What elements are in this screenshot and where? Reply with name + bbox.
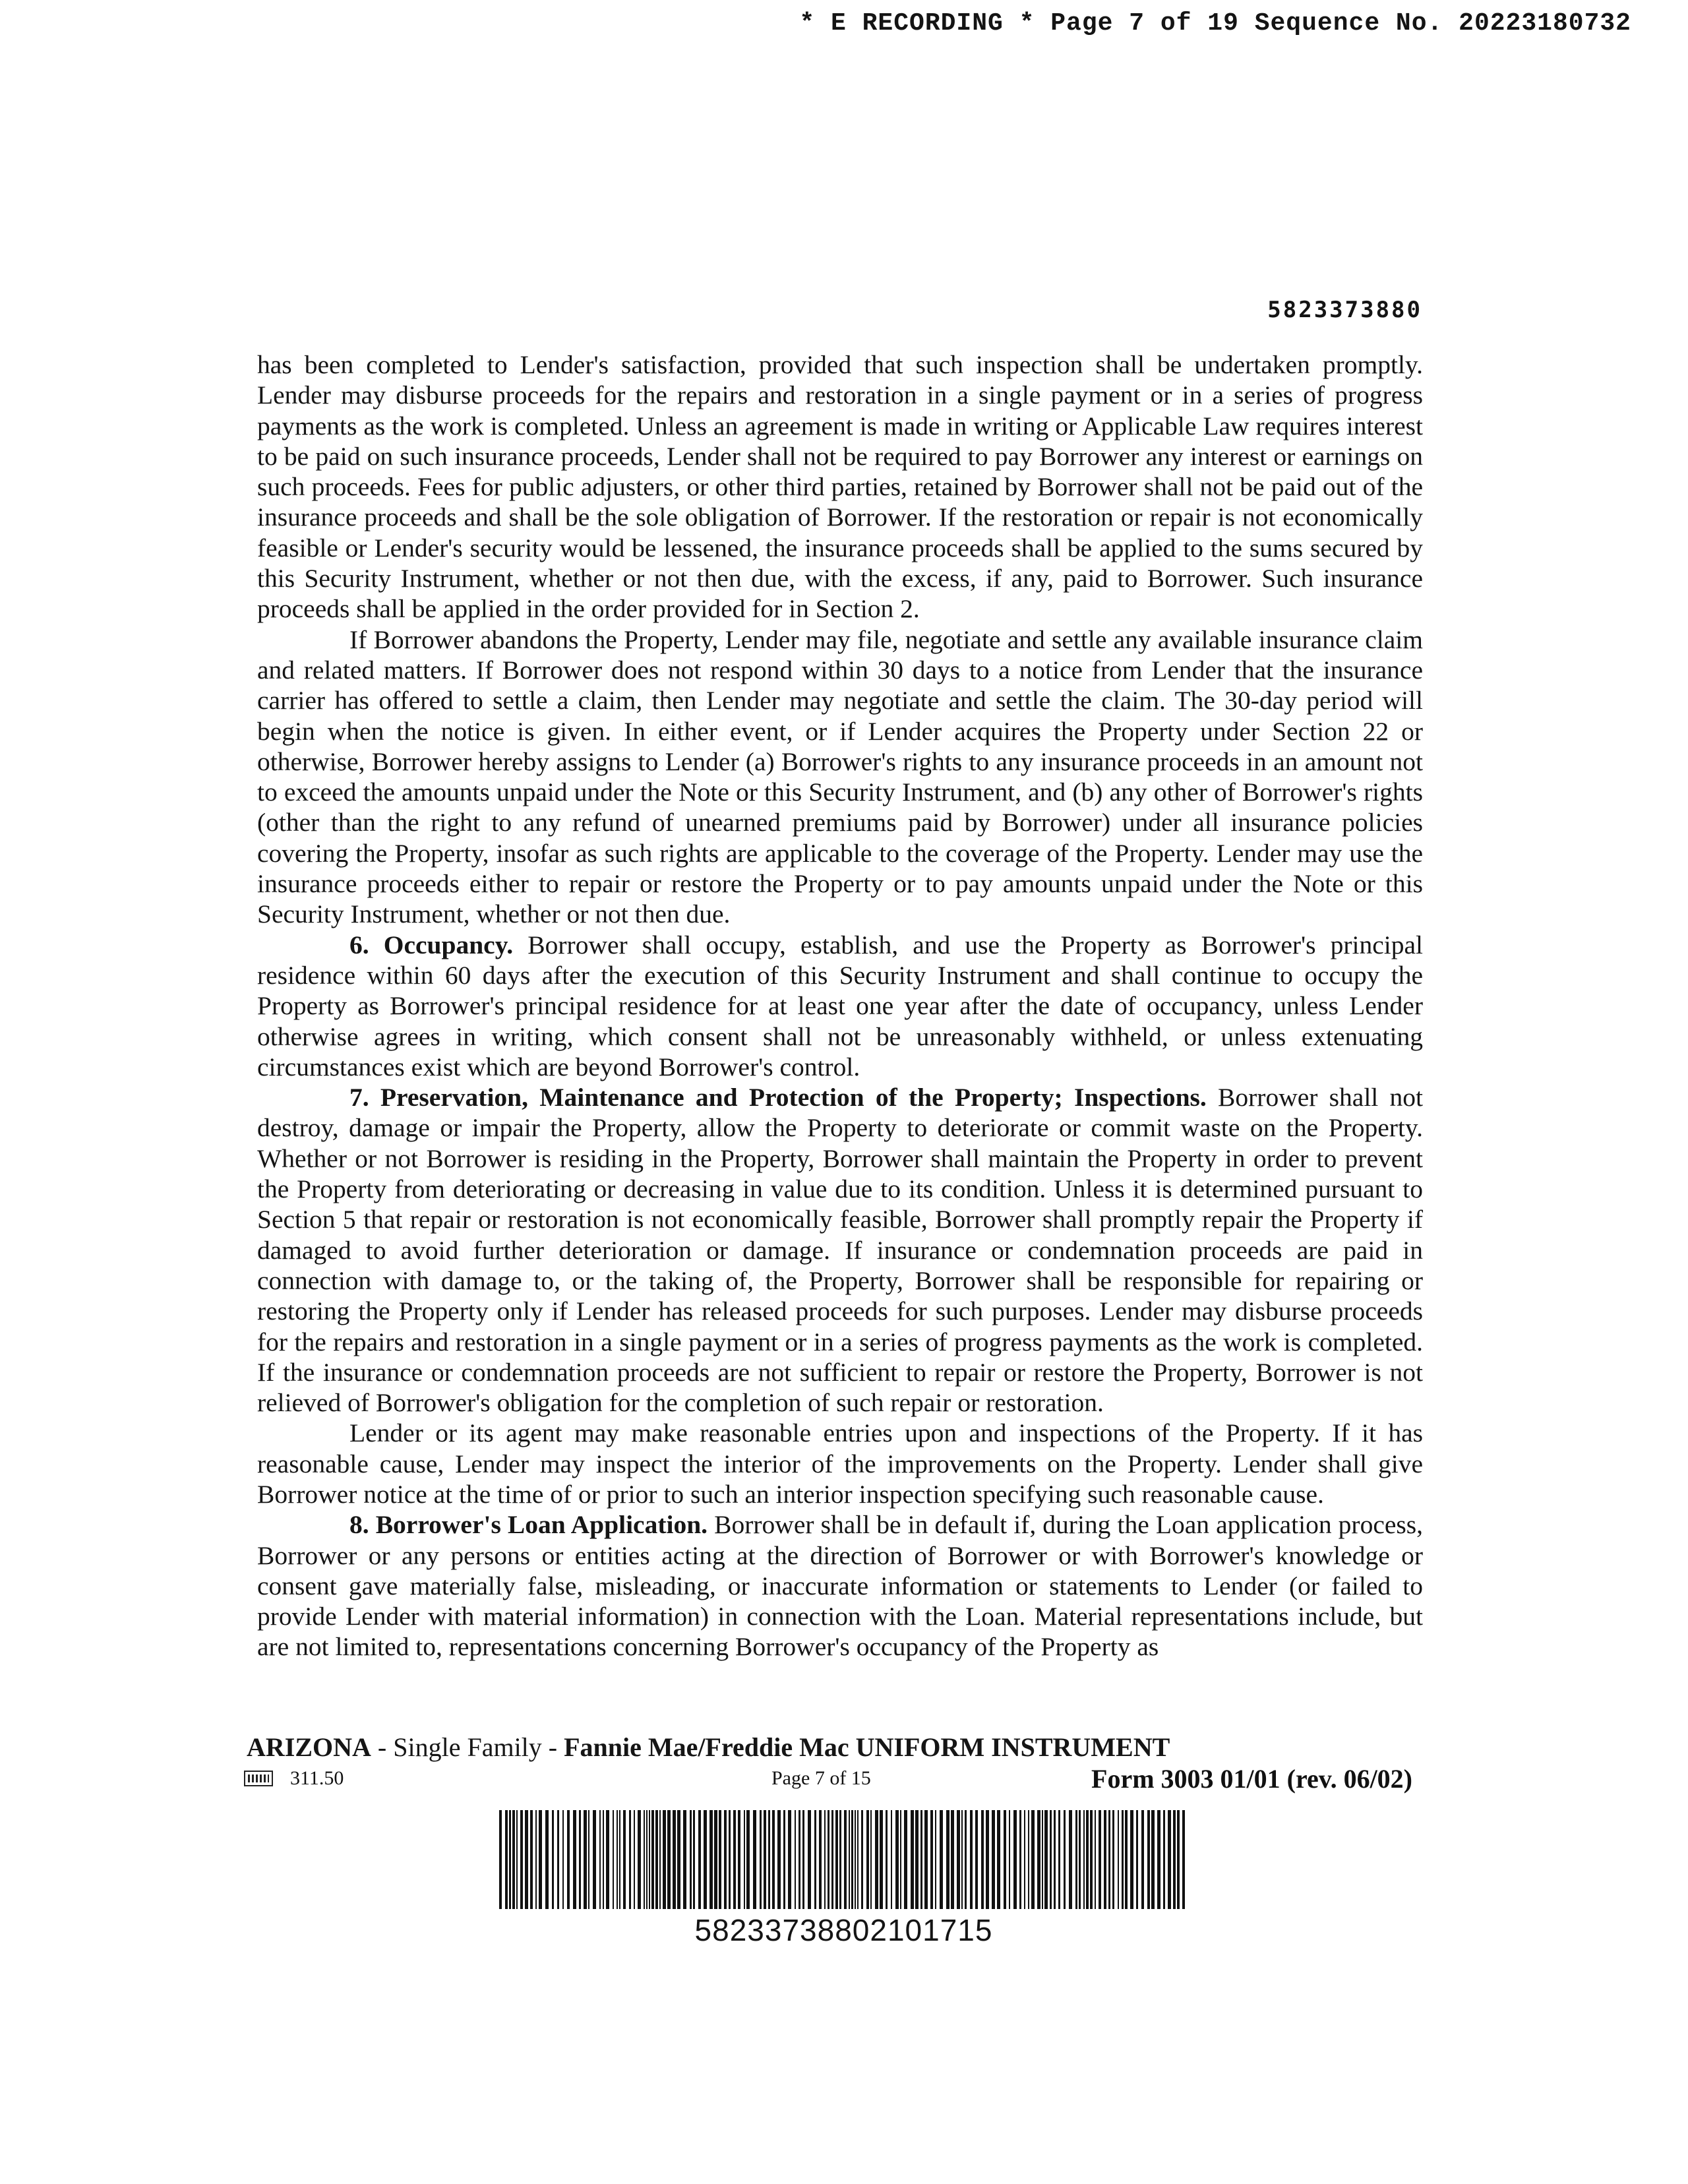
loan-number: 5823373880: [1267, 297, 1422, 323]
section-7-heading: 7. Preservation, Maintenance and Protection of the Property; Inspections.: [349, 1083, 1207, 1112]
section-6-text: Borrower shall occupy, establish, and use the Property as Borrower's principal residence within 60 days after the execution of this Security Instrument and shall continue to occupy the Property as Borrower's principal residence for at least one year after the date of occupancy, unless Lender otherwise agrees in writing, which consent shall not be unreasonably withheld, or unless extenuating circumstances exist which are beyond Borrower's control.: [257, 930, 1424, 1081]
barcode-image: [499, 1810, 1188, 1909]
paragraph-inspection: Lender or its agent may make reasonable entries upon and inspections of the Property. If it has reasonable cause, Lender may inspect the interior of the improvements on the Property. Lender shall give Borrower notice at the time of or prior to such an interior inspection specifying such reasonable cause.: [257, 1418, 1423, 1509]
footer-separator: - Single Family -: [371, 1732, 564, 1762]
barcode-number: 58233738802101715: [694, 1913, 993, 1947]
section-8-text: Borrower shall be in default if, during the Loan application process, Borrower or any persons or entities acting at the direction of Borrower or with Borrower's knowledge or consent gave materially false, misleading, or inaccurate information or statements to Lender (or failed to provide Lender with material information) in connection with the Loan. Material representations include, but are not limited to, representations concerning Borrower's occupancy of the Property as: [257, 1510, 1424, 1662]
paragraph-insurance-proceeds: has been completed to Lender's satisfaction, provided that such inspection shall be undertaken promptly. Lender may disburse proceeds for the repairs and restoration in a single payment or in a series of progress payments as the work is completed. Unless an agreement is made in writing or Applicable Law requires interest to be paid on such insurance proceeds, Lender shall not be required to pay Borrower any interest or earnings on such proceeds. Fees for public adjusters, or other third parties, retained by Borrower shall not be paid out of the insurance proceeds and shall be the sole obligation of Borrower. If the restoration or repair is not economically feasible or Lender's security would be lessened, the insurance proceeds shall be applied to the sums secured by this Security Instrument, whether or not then due, with the excess, if any, paid to Borrower. Such insurance proceeds shall be applied in the order provided for in Section 2.: [257, 350, 1423, 624]
ellie-mae-logo-icon: [244, 1771, 273, 1786]
footer-instrument-line: [247, 1732, 1170, 1763]
recording-header: * E RECORDING * Page 7 of 19 Sequence No. 20223180732: [799, 9, 1631, 38]
section-8-heading: 8. Borrower's Loan Application.: [349, 1510, 708, 1540]
paragraph-abandonment: If Borrower abandons the Property, Lender may file, negotiate and settle any available insurance claim and related matters. If Borrower does not respond within 30 days to a notice from Lender that the insurance carrier has offered to settle a claim, then Lender may negotiate and settle the claim. The 30-day period will begin when the notice is given. In either event, or if Lender acquires the Property under Section 22 or otherwise, Borrower hereby assigns to Lender (a) Borrower's rights to any insurance proceeds in an amount not to exceed the amounts unpaid under the Note or this Security Instrument, and (b) any other of Borrower's rights (other than the right to any refund of unearned premiums paid by Borrower) under all insurance policies covering the Property, insofar as such rights are applicable to the coverage of the Property. Lender may use the insurance proceeds either to repair or restore the Property or to pay amounts unpaid under the Note or this Security Instrument, whether or not then due.: [257, 624, 1423, 929]
footer-instrument-name: Fannie Mae/Freddie Mac UNIFORM INSTRUMENT: [564, 1732, 1170, 1762]
section-7-preservation: [257, 1082, 1423, 1418]
form-code-number: 311.50: [290, 1767, 344, 1789]
footer-form-number: Form 3003 01/01 (rev. 06/02): [1091, 1764, 1412, 1794]
section-7-text: Borrower shall not destroy, damage or impair the Property, allow the Property to deteriorate or commit waste on the Property. Whether or not Borrower is residing in the Property, Borrower shall maintain the Property in order to prevent the Property from deteriorating or decreasing in value due to its condition. Unless it is determined pursuant to Section 5 that repair or restoration is not economically feasible, Borrower shall promptly repair the Property if damaged to avoid further deterioration or damage. If insurance or condemnation proceeds are paid in connection with damage to, or the taking of, the Property, Borrower shall be responsible for repairing or restoring the Property only if Lender has released proceeds for such purposes. Lender may disburse proceeds for the repairs and restoration in a single payment or in a series of progress payments as the work is completed. If the insurance or condemnation proceeds are not sufficient to repair or restore the Property, Borrower is not relieved of Borrower's obligation for the completion of such repair or restoration.: [257, 1083, 1423, 1418]
footer-page-number: Page 7 of 15: [771, 1767, 871, 1789]
document-body: [257, 349, 1423, 1662]
section-6-occupancy: [257, 930, 1423, 1082]
footer-state: ARIZONA: [247, 1732, 371, 1762]
section-8-loan-application: [257, 1509, 1423, 1662]
section-6-heading: 6. Occupancy.: [349, 930, 514, 959]
footer-form-code: [244, 1767, 344, 1790]
